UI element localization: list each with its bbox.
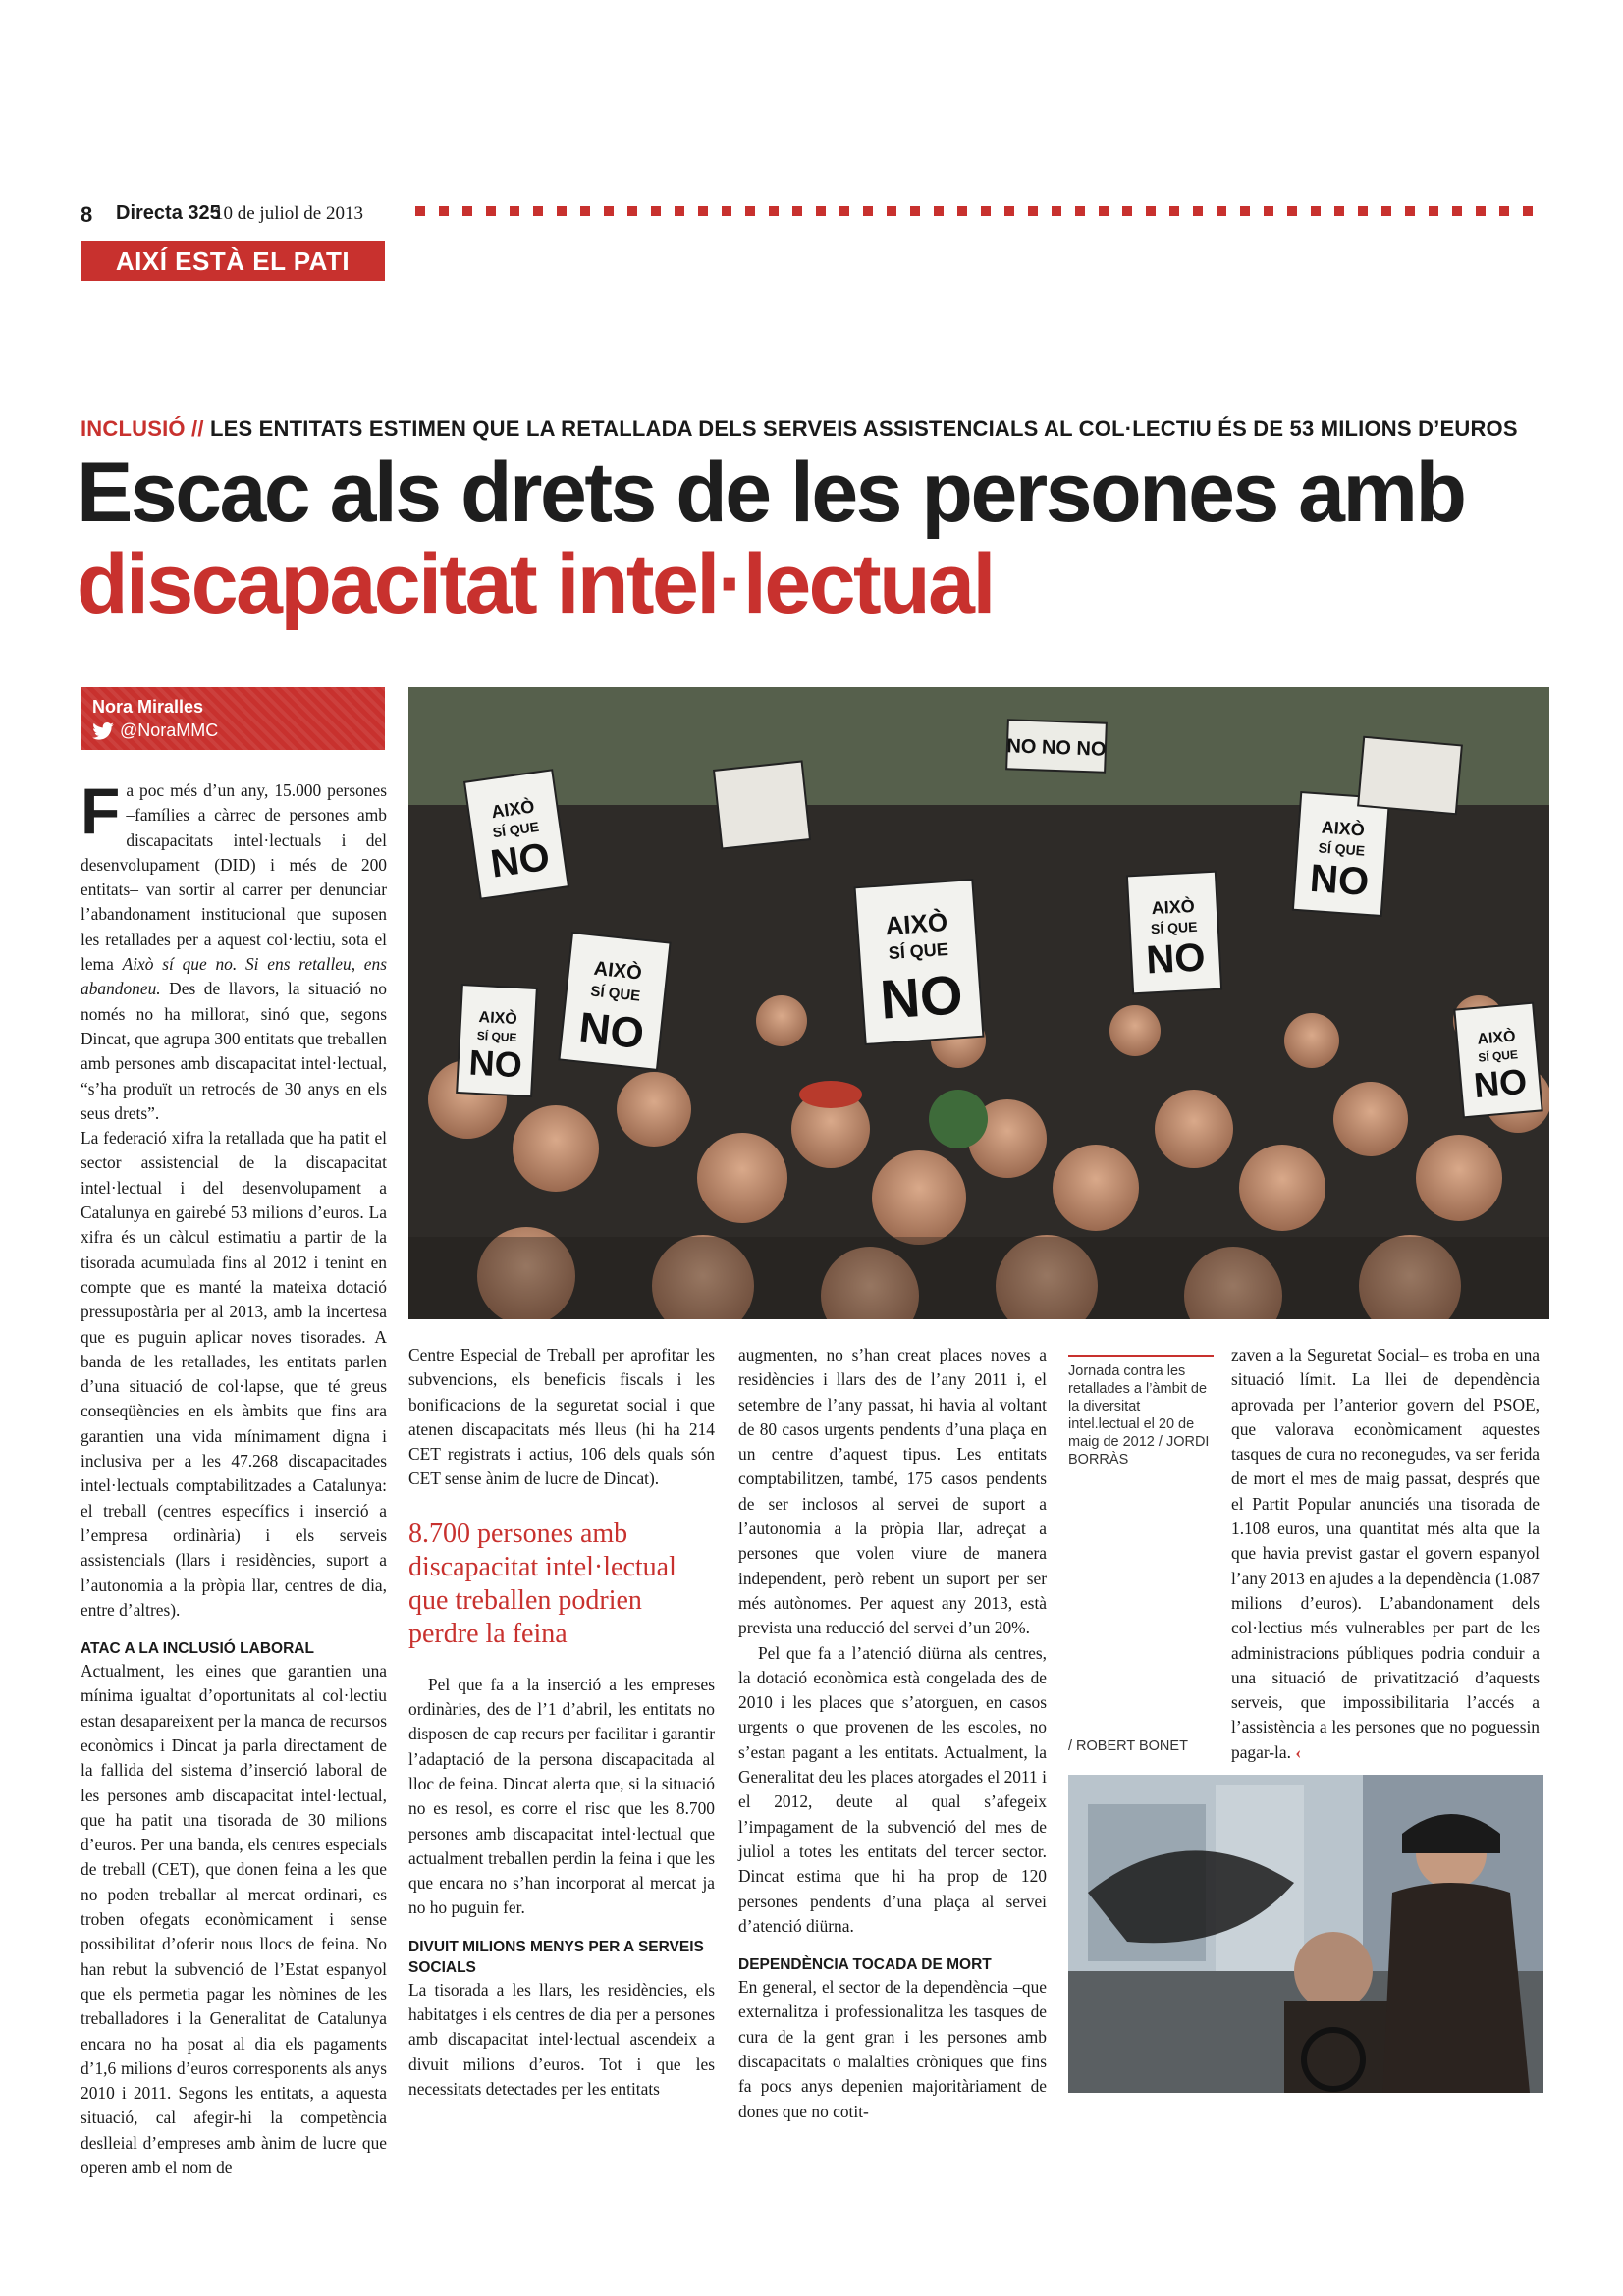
wheelchair-illustration xyxy=(1068,1775,1543,2093)
photo-caption-main: Jornada contra les retallades a l’àmbit de la diversitat intel.lectual el 20 de maig de 2012 / JORDI BORRÀS xyxy=(1068,1363,1210,1468)
author-handle-text: @NoraMMC xyxy=(120,721,219,740)
svg-text:AIXÒ: AIXÒ xyxy=(592,957,643,985)
article-kicker xyxy=(81,416,1553,442)
svg-text:NO: NO xyxy=(1472,1060,1529,1106)
article-column-2 xyxy=(408,1343,715,2102)
paragraph-1 xyxy=(81,774,387,1126)
svg-text:AIXÒ: AIXÒ xyxy=(884,906,949,941)
paragraph-9: En general, el sector de la dependència –que externalitza i professionalitza les tasques de cura de la gent gran i les persones amb discapacitats o malalties cròniques que fins fa pocs anys depenien majoritàriament de dones que no cotit- xyxy=(738,1977,1047,2121)
kicker-category: INCLUSIÓ // xyxy=(81,416,204,441)
subheading-dependency: DEPENDÈNCIA TOCADA DE MORT xyxy=(738,1956,992,1974)
svg-text:AIXÒ: AIXÒ xyxy=(490,796,536,823)
headline-black: Escac als drets de les persones amb xyxy=(77,446,1465,540)
wheelchair-photo xyxy=(1068,1775,1543,2093)
paragraph-3: Actualment, les eines que garantien una mínima igualtat d’oportunitats al col·lectiu estan desapareixent per la manca de recursos econòmics i Dincat ja parla directament de la fallida del sistema d’inserció laboral de les persones amb discapacitat intel·lectual, que ha patit una tisorada de 30 milions d’euros. Per una banda, els centres especials de treball (CET), que donen feina a les que no poden treballar al mercat ordinari, es troben ofegats econòmicament i sense possibilitat d’oferir nous llocs de feina. No han rebut la subvenció de l’Estat espanyol que els permetia pagar les nòmines de les treballadores i la Generalitat de Catalunya encara no ha posat al dia els pagaments d’1,6 milions d’euros corresponents als anys 2010 i 2011. Segons les entitats, a aquesta situació, cal afegir-hi la competència deslleial d’empreses amb ànim de lucre que operen amb el nom de xyxy=(81,1661,387,2178)
drop-cap: F xyxy=(81,774,121,847)
author-handle[interactable] xyxy=(92,721,218,741)
paragraph-10-text: zaven a la Seguretat Social– es troba en una situació límit. La llei de dependència aprovada per l’anterior govern del PSOE, que valorava econòmicament aquestes tasques de cura no reconegudes, va ser ferida de mort el mes de maig passat, després que el Partit Popular anunciés una tisorada de 1.108 euros, una quantitat més alta que la que havia previst gastar el govern espanyol l’any 2013 en ajudes a la dependència (1.087 milions d’euros). L’abandonament dels col·lectius més vulnerables per part de les administracions públiques podria conduir a una situació de privatització d’aquests serveis, que impossibilitaria l’accés a l’assistència a les persones que no poguessin pagar-la. xyxy=(1231,1345,1540,1762)
paragraph-2: La federació xifra la retallada que ha patit el sector assistencial de la discapacitat intel·lectual i del desenvolupament a Catalunya en gairebé 53 milions d’euros. La xifra és un càlcul estimatiu a partir de la tisorada acumulada fins al 2012 i tenint en compte que es manté la mateixa dotació pressupostària per al 2013, amb la incertesa que es puguin aplicar noves tisorades. A banda de les retallades, les entitats parlen d’una situació de col·lapse, que té greus conseqüències en els àmbits que fins ara garantien una vida mínimament digna i inclusiva per a les 47.268 discapacitades intel·lectuals comptabilitzades a Catalunya: el treball (centres específics i inserció a l’empresa ordinària) i els serveis assistencials (llars i residències, suport a l’autonomia a la pròpia llar, centres de dia, entre d’altres). xyxy=(81,1128,387,1620)
svg-text:NO: NO xyxy=(878,963,965,1031)
author-name: Nora Miralles xyxy=(92,697,204,717)
pull-quote: 8.700 persones amb discapacitat intel·lectual que treballen podrien perdre la feina xyxy=(408,1518,676,1649)
svg-text:SÍ QUE: SÍ QUE xyxy=(476,1028,517,1045)
svg-text:AIXÒ: AIXÒ xyxy=(1476,1028,1517,1048)
svg-text:AIXÒ: AIXÒ xyxy=(478,1009,518,1029)
campaign-slogan: Això sí que no. Si ens retalleu, ens abandoneu. xyxy=(81,954,387,999)
svg-text:SÍ QUE: SÍ QUE xyxy=(589,983,641,1005)
svg-text:NO: NO xyxy=(576,1003,647,1059)
svg-text:NO: NO xyxy=(1308,856,1371,904)
svg-text:NO: NO xyxy=(467,1041,523,1086)
article-headline xyxy=(77,448,1569,630)
protest-crowd-illustration xyxy=(408,687,1549,1319)
subheading-labor-inclusion: ATAC A LA INCLUSIÓ LABORAL xyxy=(81,1640,314,1658)
section-label: AIXÍ ESTÀ EL PATI xyxy=(81,241,385,281)
paragraph-10 xyxy=(1231,1343,1540,1765)
svg-text:SÍ QUE: SÍ QUE xyxy=(1318,839,1366,859)
twitter-icon xyxy=(92,722,114,740)
author-box xyxy=(81,687,385,750)
paragraph-7: augmenten, no s’han creat places noves a residències i llars des de l’any 2011 i, el setembre de l’any passat, hi havia al voltant de 80 casos urgents pendents d’una plaça en un centre d’aquest tipus. Les entitats comptabilitzen, també, 175 casos pendents de ser inclosos al servei de suport a l’autonomia a la pròpia llar, adreçat a persones que volen viure de manera independent, però rebent un suport per ser més autònomes. Per aquest any 2013, està prevista una reducció del servei d’un 20%. xyxy=(738,1345,1047,1638)
svg-text:SÍ QUE: SÍ QUE xyxy=(1150,918,1198,937)
svg-text:SÍ QUE: SÍ QUE xyxy=(491,818,540,841)
svg-text:AIXÒ: AIXÒ xyxy=(1151,895,1196,919)
paragraph-1-text: a poc més d’un any, 15.000 persones –famílies a càrrec de persones amb discapacitats intel·lectuals i del desenvolupament (DID) i més de 200 entitats– van sortir al carrer per denunciar l’abandonament institucional que suposen les retallades per a aquest col·lectiu, sota el lema xyxy=(81,780,387,975)
subheading-social-services: DIVUIT MILIONS MENYS PER A SERVEIS SOCIALS xyxy=(408,1938,704,1976)
svg-text:NO: NO xyxy=(487,834,553,886)
svg-text:NO: NO xyxy=(1145,935,1207,983)
publication-name: Directa 325 xyxy=(116,202,221,224)
svg-text:AIXÒ: AIXÒ xyxy=(1321,817,1366,840)
page-number: 8 xyxy=(81,202,93,227)
end-mark: ‹ xyxy=(1295,1741,1302,1762)
article-column-4 xyxy=(1231,1343,1540,1765)
article-column-3 xyxy=(738,1343,1047,2124)
protest-crowd-photo xyxy=(408,687,1549,1319)
publication-date: 10 de juliol de 2013 xyxy=(214,203,363,224)
svg-text:NO NO NO: NO NO NO xyxy=(1006,735,1107,761)
paragraph-8: Pel que fa a l’atenció diürna als centres, la dotació econòmica està congelada des de 2010 i les places que s’atorguen, en casos urgents o que provenen de les escoles, no s’estan pagant a les entitats. Actualment, la Generalitat deu les places atorgades el 2011 i el 2012, deute al qual s’afegeix l’impagament de la subvenció del mes de juliol a totes les entitats del tercer sector. Dincat estima que hi ha prop de 120 persones pendents d’una plaça al servei d’atenció diürna. xyxy=(738,1642,1047,1936)
header-dashed-rule xyxy=(415,206,1544,216)
paragraph-1-end: Des de llavors, la situació no només no ha millorat, sinó que, segons Dincat, que agrupa 300 entitats que treballen amb persones amb discapacitat intel·lectual, “s’ha produït un retrocés de 30 anys en els seus drets”. xyxy=(81,979,387,1123)
kicker-text: LES ENTITATS ESTIMEN QUE LA RETALLADA DELS SERVEIS ASSISTENCIALS AL COL·LECTIU ÉS DE 53 MILIONS D’EUROS xyxy=(203,416,1518,441)
paragraph-6: La tisorada a les llars, les residències, els habitatges i els centres de dia per a persones amb discapacitat intel·lectual ascendeix a divuit milions d’euros. Tot i que les necessitats detectades per les entitats xyxy=(408,1979,715,2099)
caption-rule xyxy=(1068,1355,1214,1357)
photo-caption-secondary: / ROBERT BONET xyxy=(1068,1738,1188,1754)
paragraph-5: Pel que fa a la inserció a les empreses ordinàries, des de l’1 d’abril, les entitats no disposen de cap recurs per facilitar i garantir l’adaptació de la persona discapacitada al lloc de feina. Dincat alerta que, si la situació no es resol, es corre el risc que les 8.700 persones amb discapacitat intel·lectual que actualment treballen perdin la feina i que les que encara no s’han incorporat al mercat ja no ho puguin fer. xyxy=(408,1674,715,1918)
svg-text:SÍ QUE: SÍ QUE xyxy=(888,938,949,964)
headline-red: discapacitat intel·lectual xyxy=(77,536,994,631)
svg-text:SÍ QUE: SÍ QUE xyxy=(1477,1047,1519,1065)
paragraph-4: Centre Especial de Treball per aprofitar les subvencions, els beneficis fiscals i les bonificacions de la seguretat social i que atenen discapacitats més lleus (hi ha 214 CET registrats i actius, 106 dels quals són CET sense ànim de lucre de Dincat). xyxy=(408,1345,715,1489)
article-column-1 xyxy=(81,774,387,2180)
